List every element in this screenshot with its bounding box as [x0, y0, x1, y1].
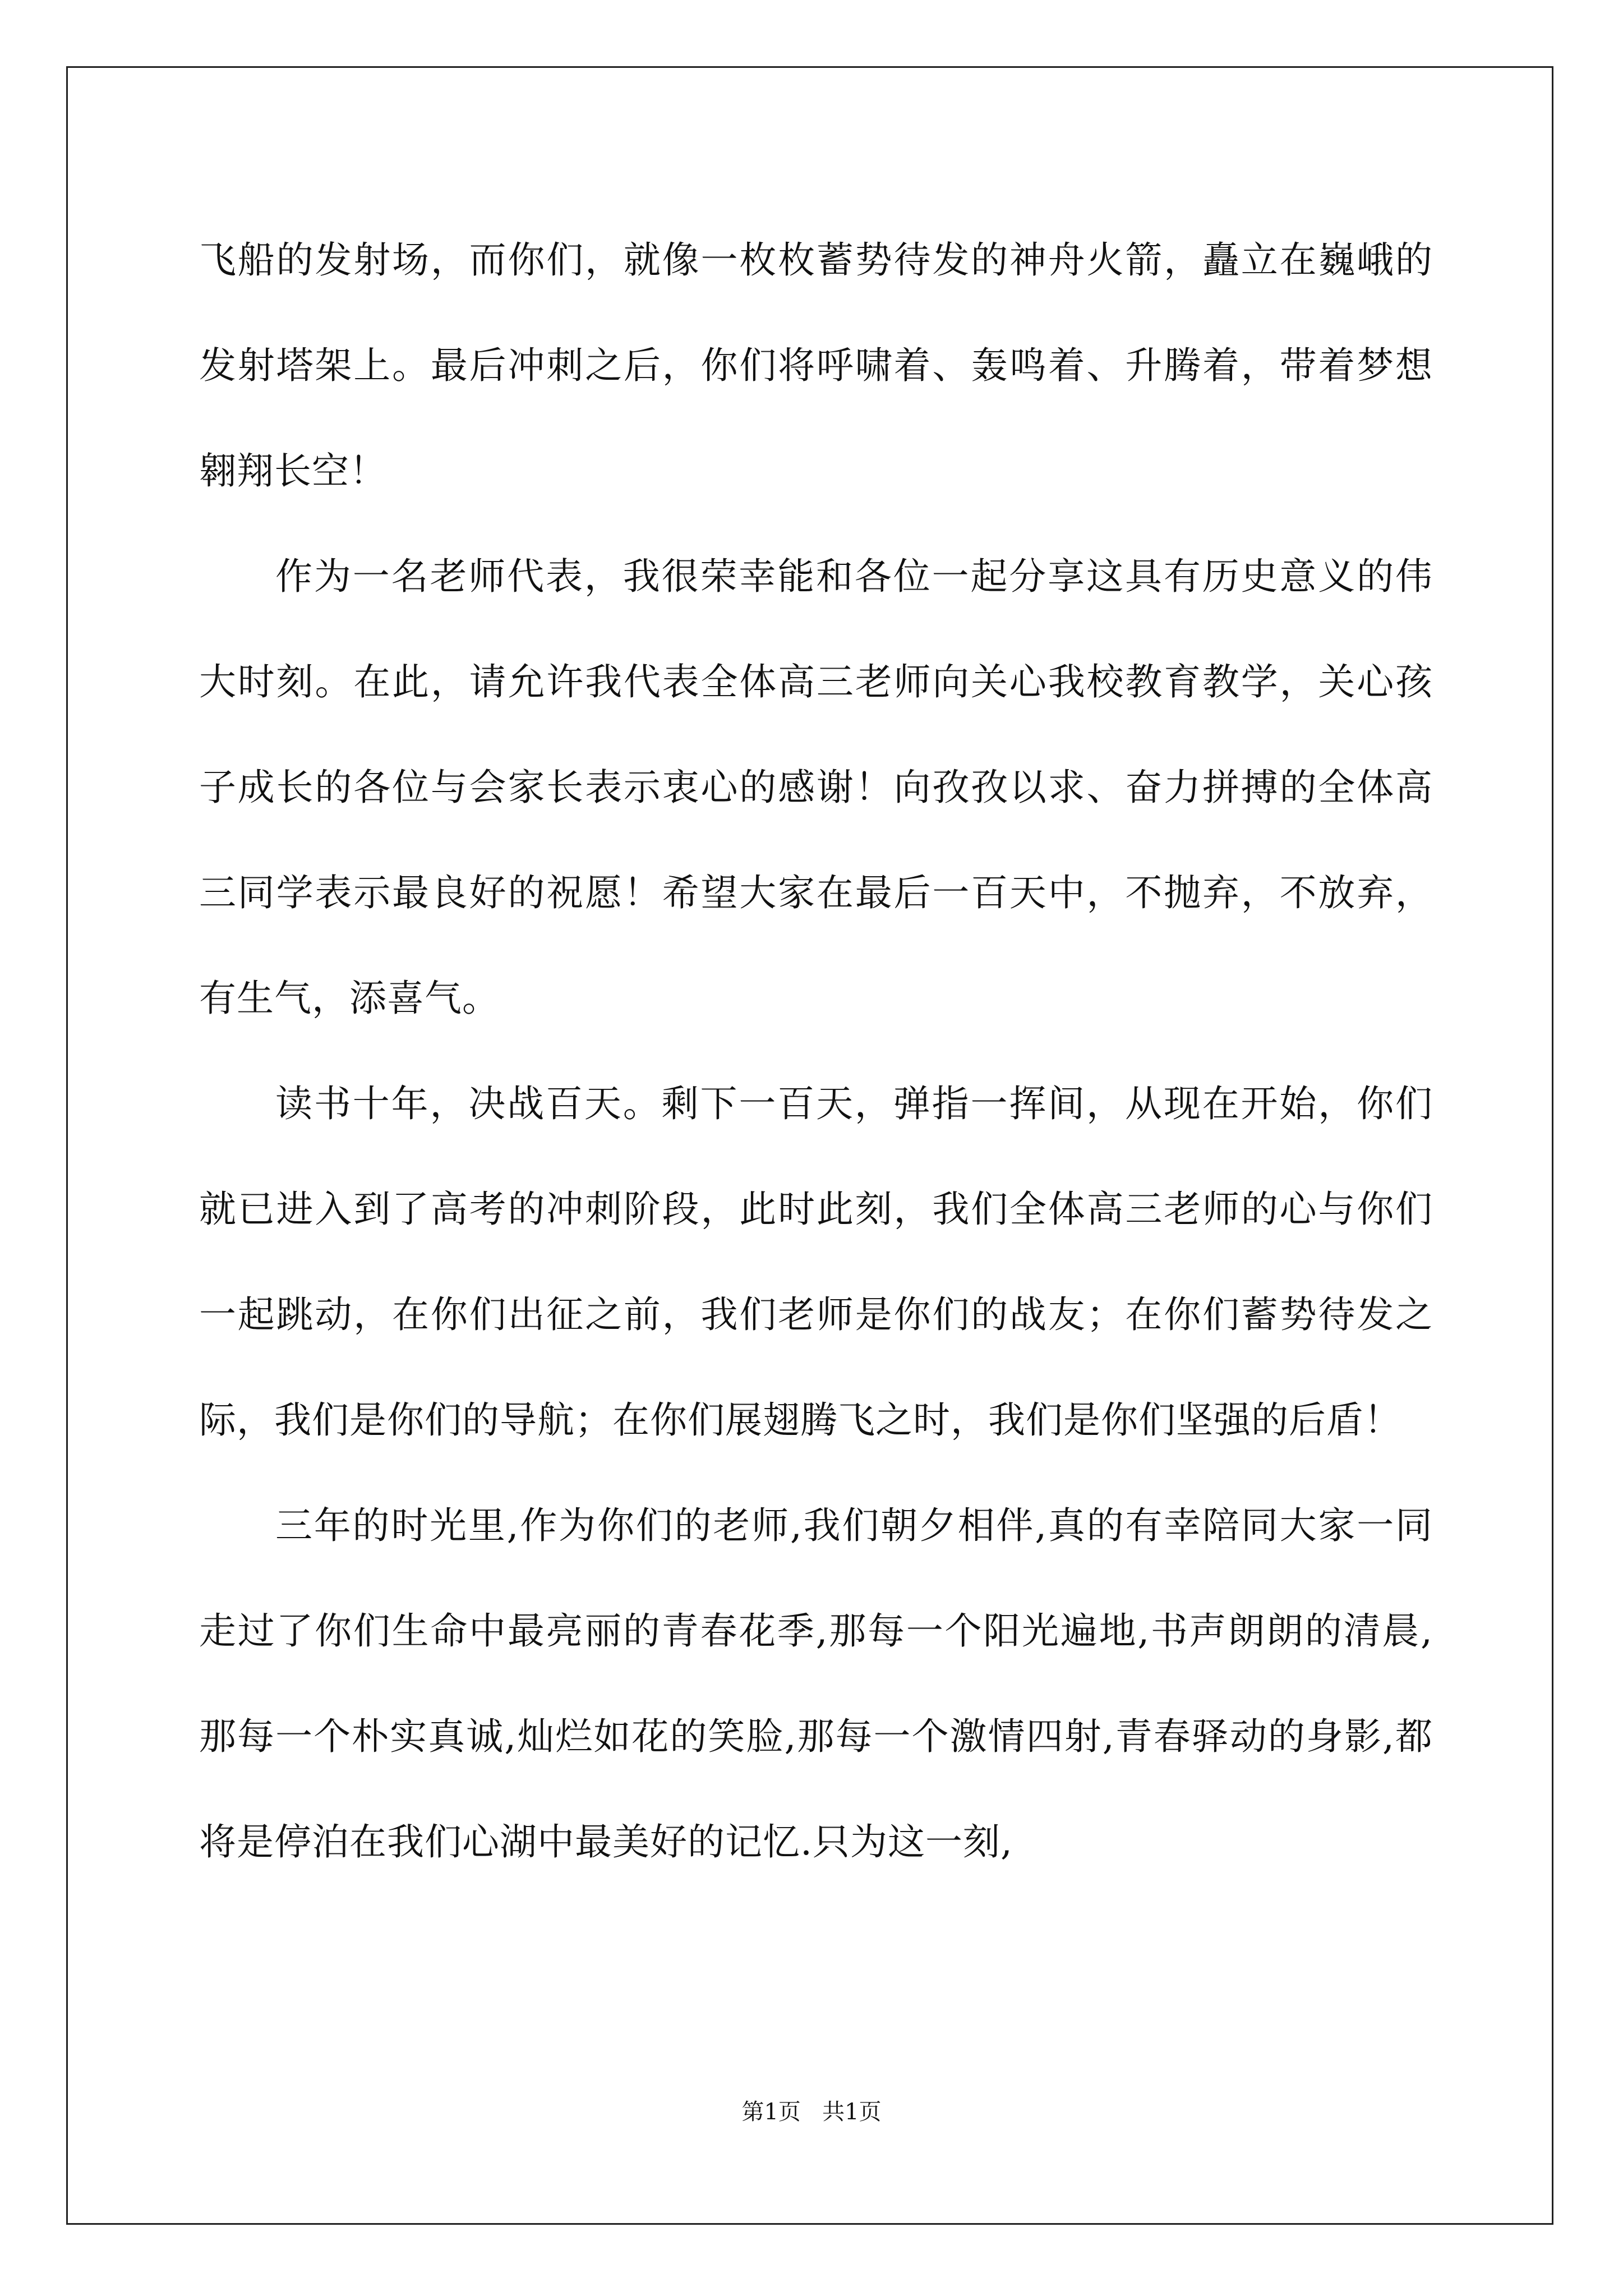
document-body [199, 208, 1433, 1895]
page-number: 第1页 [741, 2099, 801, 2125]
paragraph-4: 三年的时光里,作为你们的老师,我们朝夕相伴,真的有幸陪同大家一同走过了你们生命中最亮丽的青春花季,那每一个阳光遍地,书声朗朗的清晨,那每一个朴实真诚,灿烂如花的笑脸,那每一个激情四射,青春驿动的身影,都将是停泊在我们心湖中最美好的记忆.只为这一刻, [199, 1504, 1433, 1864]
page-footer [0, 2095, 1623, 2129]
paragraph-2: 作为一名老师代表，我很荣幸能和各位一起分享这具有历史意义的伟大时刻。在此，请允许我代表全体高三老师向关心我校教育教学，关心孩子成长的各位与会家长表示衷心的感谢！向孜孜以求、奋力拼搏的全体高三同学表示最良好的祝愿！希望大家在最后一百天中，不抛弃，不放弃，有生气，添喜气。 [199, 555, 1433, 1020]
paragraph-1: 飞船的发射场，而你们，就像一枚枚蓄势待发的神舟火箭，矗立在巍峨的发射塔架上。最后冲刺之后，你们将呼啸着、轰鸣着、升腾着，带着梦想翱翔长空！ [199, 238, 1433, 493]
page-total: 共1页 [822, 2099, 882, 2125]
paragraph-3: 读书十年，决战百天。剩下一百天，弹指一挥间，从现在开始，你们就已进入到了高考的冲刺阶段，此时此刻，我们全体高三老师的心与你们一起跳动，在你们出征之前，我们老师是你们的战友；在你们蓄势待发之际，我们是你们的导航；在你们展翅腾飞之时，我们是你们坚强的后盾！ [199, 1082, 1433, 1442]
